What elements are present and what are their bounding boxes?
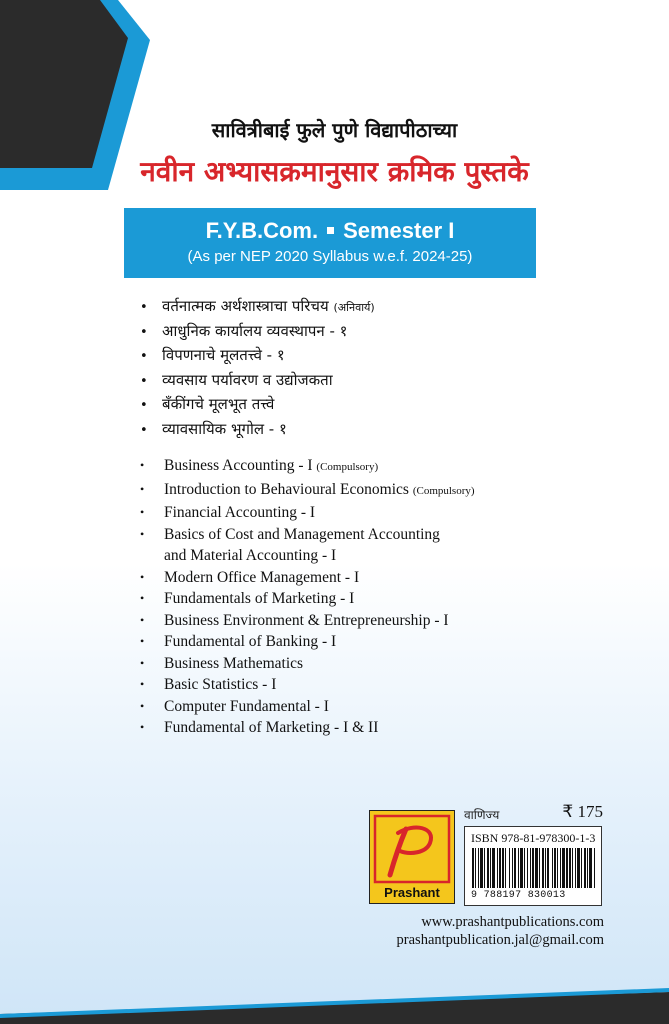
barcode-bar <box>490 848 491 888</box>
english-title-line <box>164 588 354 610</box>
publisher-email[interactable]: prashantpublication.jal@gmail.com <box>396 932 604 948</box>
english-title-line <box>164 502 315 524</box>
barcode-bar <box>554 848 556 888</box>
university-line: सावित्रीबाई फुले पुणे विद्यापीठाच्या <box>211 118 458 142</box>
bullet-icon: • <box>140 655 145 670</box>
english-title-text <box>164 631 336 653</box>
barcode-bar <box>575 848 576 888</box>
bullet-icon: • <box>140 612 145 627</box>
barcode-bar <box>557 848 558 888</box>
barcode-bar <box>480 848 483 888</box>
bullet-icon: • <box>140 526 145 541</box>
bullet-icon: • <box>140 373 148 389</box>
english-title-line-text: Fundamental of Marketing - I & II <box>164 719 379 736</box>
english-title-item <box>140 524 475 567</box>
english-title-line-text: Fundamental of Banking - I <box>164 633 337 650</box>
english-title-line-text: Computer Fundamental - I <box>164 697 329 715</box>
barcode-bar <box>478 848 479 888</box>
marathi-title-item <box>140 370 375 395</box>
barcode-bar <box>530 848 531 888</box>
title-note: (अनिवार्य) <box>333 301 375 314</box>
syllabus-note: (As per NEP 2020 Syllabus w.e.f. 2024-25) <box>187 248 473 265</box>
marathi-title-list <box>140 296 375 443</box>
bullet-icon: • <box>140 458 145 472</box>
english-title-line <box>164 455 378 479</box>
square-separator-icon <box>327 227 334 234</box>
barcode-bar <box>472 848 474 888</box>
barcode-bar <box>520 848 523 888</box>
barcode-bar <box>552 848 553 888</box>
bullet-icon: • <box>140 349 148 364</box>
isbn-number: ISBN 978-81-978300-1-3 <box>471 831 596 845</box>
barcode-bar <box>527 848 528 888</box>
category-label: वाणिज्य <box>464 808 500 822</box>
bullet-icon: • <box>140 698 145 713</box>
barcode-bar <box>524 848 525 888</box>
bullet-icon: • <box>140 422 148 438</box>
english-title-item <box>140 502 475 524</box>
english-title-item <box>140 455 475 479</box>
semester-name: Semester I <box>343 218 455 243</box>
barcode-bar <box>589 848 592 888</box>
marathi-title-text: व्यावसायिक भूगोल - १ <box>162 419 287 438</box>
barcode-bar <box>562 848 565 888</box>
english-title-line <box>164 610 449 632</box>
english-title-line-text: and Material Accounting - I <box>164 547 337 564</box>
english-title-line-text: Business Accounting - I <box>164 457 313 474</box>
marathi-title-text: वर्तनात्मक अर्थशास्त्राचा परिचय <box>162 297 329 315</box>
marathi-title-item <box>140 296 375 321</box>
english-title-line-text: Financial Accounting - I <box>164 504 316 521</box>
english-title-item <box>140 696 475 718</box>
course-name: F.Y.B.Com. <box>205 218 319 243</box>
banner-title <box>124 218 536 244</box>
english-title-line-text: Business Mathematics <box>164 654 304 672</box>
english-title-item <box>140 479 475 503</box>
barcode <box>471 848 597 890</box>
english-title-text <box>164 653 303 675</box>
english-title-text <box>164 567 359 589</box>
english-title-line <box>164 674 276 696</box>
english-title-line-text: Modern Office Management - I <box>164 568 360 586</box>
barcode-bar <box>539 848 540 888</box>
course-banner <box>124 208 536 278</box>
english-title-item <box>140 717 475 739</box>
barcode-bar <box>584 848 586 888</box>
bullet-icon: • <box>140 300 148 315</box>
english-title-text <box>164 588 354 610</box>
bullet-icon: • <box>140 324 148 340</box>
barcode-bar <box>509 848 510 888</box>
bullet-icon: • <box>140 677 145 691</box>
barcode-bar <box>475 848 476 888</box>
marathi-title-text: व्यवसाय पर्यावरण व उद्योजकता <box>162 370 333 389</box>
barcode-bar <box>594 848 595 888</box>
english-title-line-text: Basic Statistics - I <box>164 676 277 693</box>
publisher-name: Prashant <box>384 885 440 900</box>
barcode-bar <box>487 848 489 888</box>
marathi-title-text: बँकींगचे मूलभूत तत्त्वे <box>162 395 275 413</box>
english-title-text <box>164 717 378 739</box>
barcode-bar <box>497 848 498 888</box>
barcode-bar <box>547 848 549 888</box>
barcode-bar <box>569 848 571 888</box>
barcode-number: 9 788197 830013 <box>471 890 566 901</box>
english-title-text <box>164 455 378 479</box>
english-title-text <box>164 524 440 567</box>
english-title-line <box>164 567 359 589</box>
english-title-line <box>164 545 440 567</box>
barcode-bar <box>545 848 546 888</box>
barcode-bar <box>542 848 544 888</box>
bullet-icon: • <box>140 634 145 648</box>
barcode-bar <box>492 848 495 888</box>
english-title-item <box>140 567 475 589</box>
barcode-bar <box>577 848 580 888</box>
english-title-list <box>140 455 475 739</box>
barcode-bar <box>572 848 573 888</box>
english-title-line-text: Business Environment & Entrepreneurship - I <box>164 611 449 629</box>
barcode-bar <box>581 848 582 888</box>
english-title-line-text: Fundamentals of Marketing - I <box>164 590 355 607</box>
bullet-icon: • <box>140 505 145 519</box>
english-title-line-text: Introduction to Behavioural Economics <box>164 480 409 498</box>
english-title-line <box>164 653 303 675</box>
bottom-decoration-bar <box>0 980 669 1024</box>
marathi-title-text: विपणनाचे मूलतत्त्वे - १ <box>162 346 285 364</box>
english-title-line <box>164 717 378 739</box>
english-title-text <box>164 502 315 524</box>
barcode-bar <box>532 848 534 888</box>
barcode-bar <box>484 848 485 888</box>
english-title-line <box>164 696 329 718</box>
barcode-bar <box>514 848 516 888</box>
marathi-title-text: आधुनिक कार्यालय व्यवस्थापन - १ <box>162 321 348 340</box>
marathi-title-item <box>140 394 375 419</box>
bullet-icon: • <box>140 569 145 584</box>
english-title-line-text: Basics of Cost and Management Accounting <box>164 525 440 543</box>
english-title-item <box>140 610 475 632</box>
english-title-text <box>164 479 475 503</box>
barcode-bar <box>535 848 538 888</box>
barcode-bar <box>502 848 504 888</box>
barcode-bar <box>499 848 501 888</box>
title-note: (Compulsory) <box>412 484 475 497</box>
bullet-icon: • <box>140 481 145 496</box>
barcode-bar <box>505 848 506 888</box>
barcode-bar <box>566 848 568 888</box>
series-title: नवीन अभ्यासक्रमानुसार क्रमिक पुस्तके <box>140 155 529 188</box>
marathi-title-item <box>140 321 375 346</box>
english-title-text <box>164 674 276 696</box>
bullet-icon: • <box>140 398 148 413</box>
english-title-text <box>164 696 329 718</box>
title-note: (Compulsory) <box>316 461 379 473</box>
marathi-title-item <box>140 419 375 444</box>
english-title-line <box>164 479 475 503</box>
english-title-item <box>140 588 475 610</box>
english-title-item <box>140 653 475 675</box>
barcode-bar <box>518 848 519 888</box>
english-title-line <box>164 524 440 546</box>
bullet-icon: • <box>140 720 145 734</box>
marathi-title-item <box>140 345 375 370</box>
bullet-icon: • <box>140 591 145 605</box>
english-title-line <box>164 631 336 653</box>
barcode-bar <box>587 848 588 888</box>
english-title-item <box>140 631 475 653</box>
price: ₹ 175 <box>562 802 603 821</box>
isbn-box <box>464 826 602 906</box>
barcode-bar <box>560 848 561 888</box>
english-title-item <box>140 674 475 696</box>
publisher-website[interactable]: www.prashantpublications.com <box>421 914 604 930</box>
english-title-text <box>164 610 449 632</box>
barcode-bar <box>512 848 513 888</box>
publisher-logo <box>369 810 455 904</box>
